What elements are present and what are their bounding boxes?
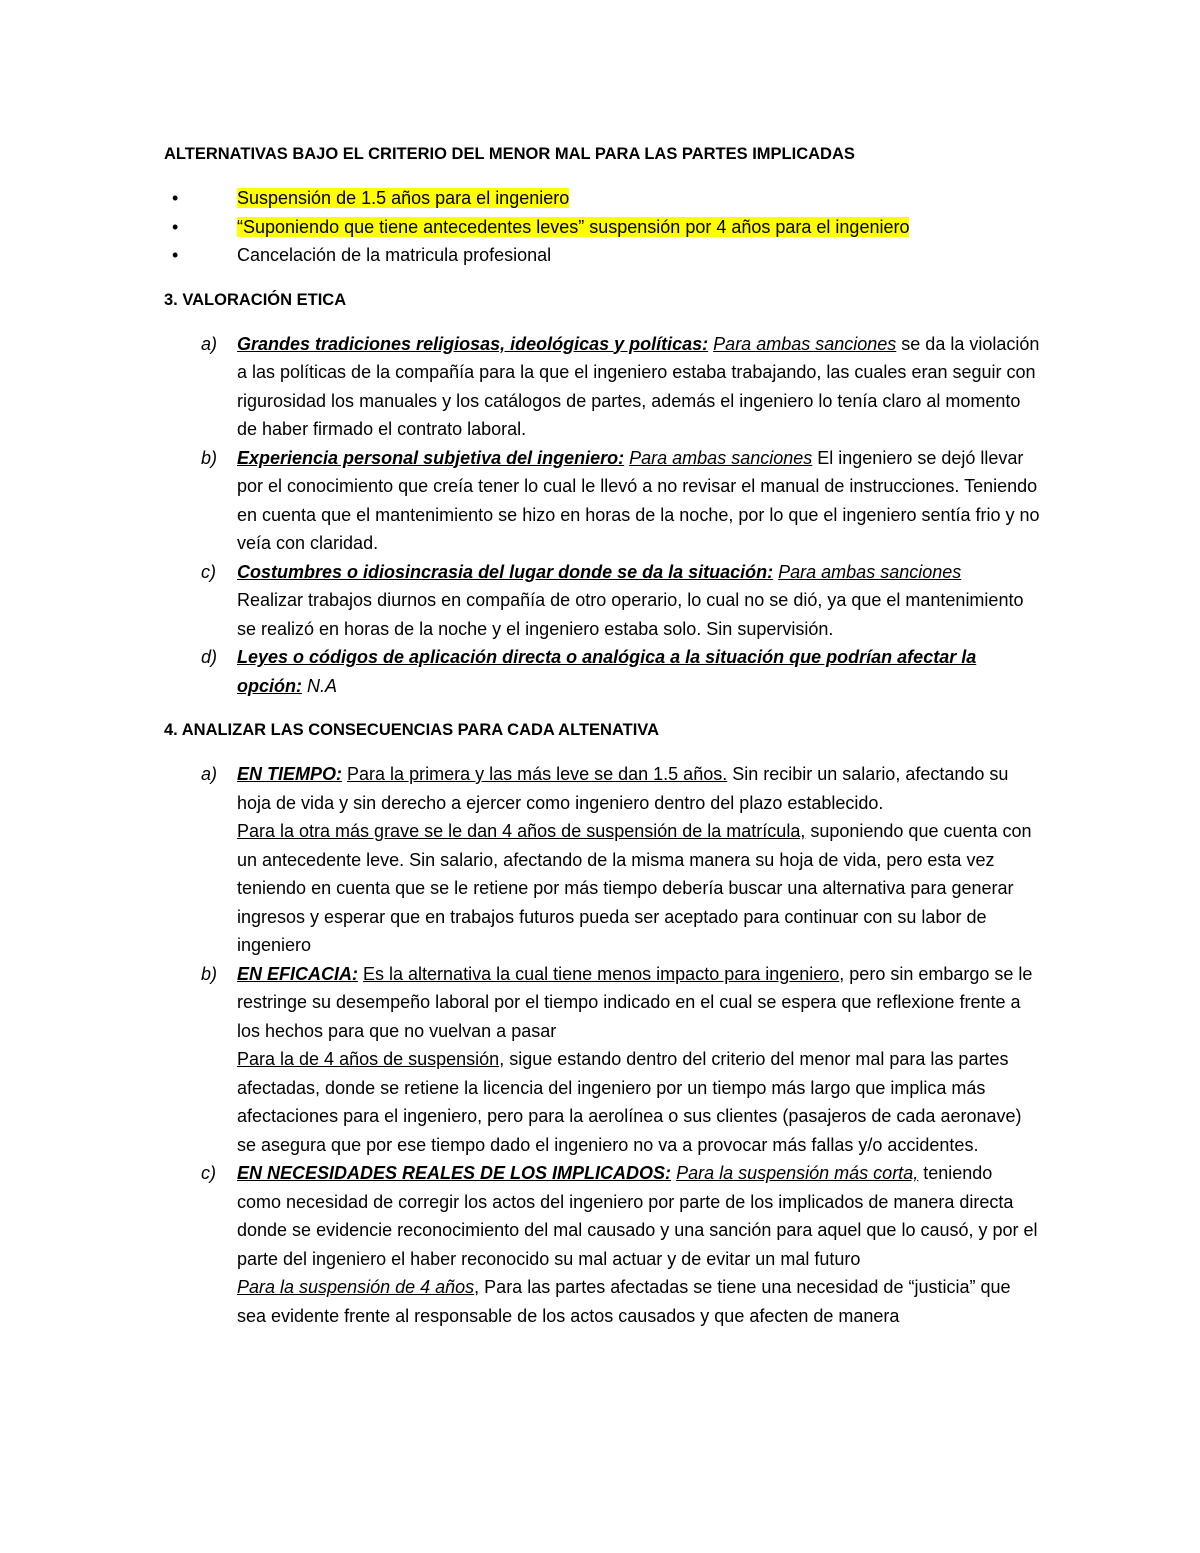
item-label: Experiencia personal subjetiva del ingeniero: — [237, 447, 625, 468]
item-text: Realizar trabajos diurnos en compañía de otro operario, lo cual no se dió, ya que el mantenimiento se realizó en horas de la noche y el ingeniero estaba solo. Sin supervisión. — [237, 590, 1024, 639]
list-item — [164, 760, 1040, 960]
list-item — [164, 444, 1040, 558]
list-item — [164, 1159, 1040, 1330]
item-underlined-text: Para la de 4 años de suspensión — [237, 1049, 500, 1069]
highlighted-text: “Suponiendo que tiene antecedentes leves” suspensión por 4 años para el ingeniero — [237, 216, 910, 237]
item-label: EN TIEMPO: — [237, 764, 343, 784]
item-marker: d) — [201, 647, 218, 667]
item-text: se da la violación a las políticas de la compañía para la que el ingeniero estaba trabajando, las cuales eran seguir con rigurosidad los manuales y los catálogos de partes, además el ingeniero lo tenía claro al momento de haber firmado el contrato laboral. — [237, 333, 1040, 439]
item-label: Costumbres o idiosincrasia del lugar donde se da la situación: — [237, 561, 774, 582]
item-marker: a) — [201, 333, 218, 354]
document-title: ALTERNATIVAS BAJO EL CRITERIO DEL MENOR MAL PARA LAS PARTES IMPLICADAS — [164, 145, 855, 163]
item-sublabel: Para ambas sanciones — [778, 561, 962, 582]
section-3-heading: 3. VALORACIÓN ETICA — [164, 290, 347, 309]
alternatives-list — [164, 184, 1040, 270]
section-4-list — [164, 760, 1040, 1330]
item-underlined-text: Para la otra más grave se le dan 4 años de suspensión de la matrícula, — [237, 821, 806, 841]
item-text: , Para las partes afectadas se tiene una necesidad de “justicia” que sea evidente frente al responsable de los actos causados y que afecten de manera — [237, 1277, 1011, 1326]
item-marker: a) — [201, 764, 218, 784]
item-label: Leyes o códigos de aplicación directa o analógica a la situación que podrían afectar la opción: — [237, 647, 977, 696]
item-underlined-text: Para la primera y las más leve se dan 1.5 años. — [347, 764, 728, 784]
item-label: EN NECESIDADES REALES DE LOS IMPLICADOS: — [237, 1163, 672, 1183]
item-label: Grandes tradiciones religiosas, ideológicas y políticas: — [237, 333, 709, 354]
item-text: teniendo como necesidad de corregir los actos del ingeniero por parte de los implicados de manera directa donde se evidencie reconocimiento del mal causado y una sanción para aquel que lo causó, y por el parte del ingeniero el haber reconocido su mal actuar y de evitar un mal futuro — [237, 1163, 1038, 1269]
item-text: N.A — [307, 675, 338, 696]
item-label: EN EFICACIA: — [237, 963, 358, 984]
document-body — [164, 140, 1040, 1330]
list-item — [164, 330, 1040, 444]
list-item — [164, 241, 1040, 270]
item-marker: b) — [201, 447, 218, 468]
item-text: Sin recibir un salario, afectando su hoja de vida y sin derecho a ejercer como ingeniero dentro del plazo establecido. — [237, 764, 1009, 813]
item-underlined-text: Es la alternativa la cual tiene menos impacto para ingeniero — [363, 963, 840, 984]
item-sublabel: Para la suspensión de 4 años — [237, 1277, 475, 1297]
list-item — [164, 213, 1040, 242]
item-sublabel: Para la suspensión más corta, — [676, 1163, 919, 1183]
item-sublabel: Para ambas sanciones — [713, 333, 897, 354]
list-item — [164, 960, 1040, 1160]
list-item — [164, 184, 1040, 213]
list-item — [164, 643, 1040, 700]
item-text: El ingeniero se dejó llevar por el conocimiento que creía tener lo cual le llevó a no revisar el manual de instrucciones. Teniendo en cuenta que el mantenimiento se hizo en horas de la noche, por lo que el ingeniero sentía frio y no veía con claridad. — [237, 447, 1040, 553]
item-marker: b) — [201, 963, 218, 984]
highlighted-text: Suspensión de 1.5 años para el ingeniero — [237, 188, 570, 208]
item-text: , sigue estando dentro del criterio del menor mal para las partes afectadas, donde se retiene la licencia del ingeniero por un tiempo más largo que implica más afectaciones para el ingeniero, pero para la aerolínea o sus clientes (pasajeros de cada aeronave) se asegura que por ese tiempo dado el ingeniero no va a provocar más fallas y/o accidentes. — [237, 1049, 1022, 1155]
section-4-heading: 4. ANALIZAR LAS CONSECUENCIAS PARA CADA ALTENATIVA — [164, 721, 659, 739]
item-sublabel: Para ambas sanciones — [629, 447, 813, 468]
list-item-text: Cancelación de la matricula profesional — [237, 245, 552, 265]
section-3-list — [164, 330, 1040, 701]
item-text: , pero sin embargo se le restringe su desempeño laboral por el tiempo indicado en el cual se espera que reflexione frente a los hechos para que no vuelvan a pasar — [237, 963, 1033, 1041]
item-marker: c) — [201, 1163, 216, 1183]
item-text: suponiendo que cuenta con un antecedente leve. Sin salario, afectando de la misma manera su hoja de vida, pero esta vez teniendo en cuenta que se le retiene por más tiempo debería buscar una alternativa para generar ingresos y esperar que en trabajos futuros pueda ser aceptado para continuar con su labor de ingeniero — [237, 821, 1032, 955]
item-marker: c) — [201, 561, 216, 582]
list-item — [164, 558, 1040, 644]
